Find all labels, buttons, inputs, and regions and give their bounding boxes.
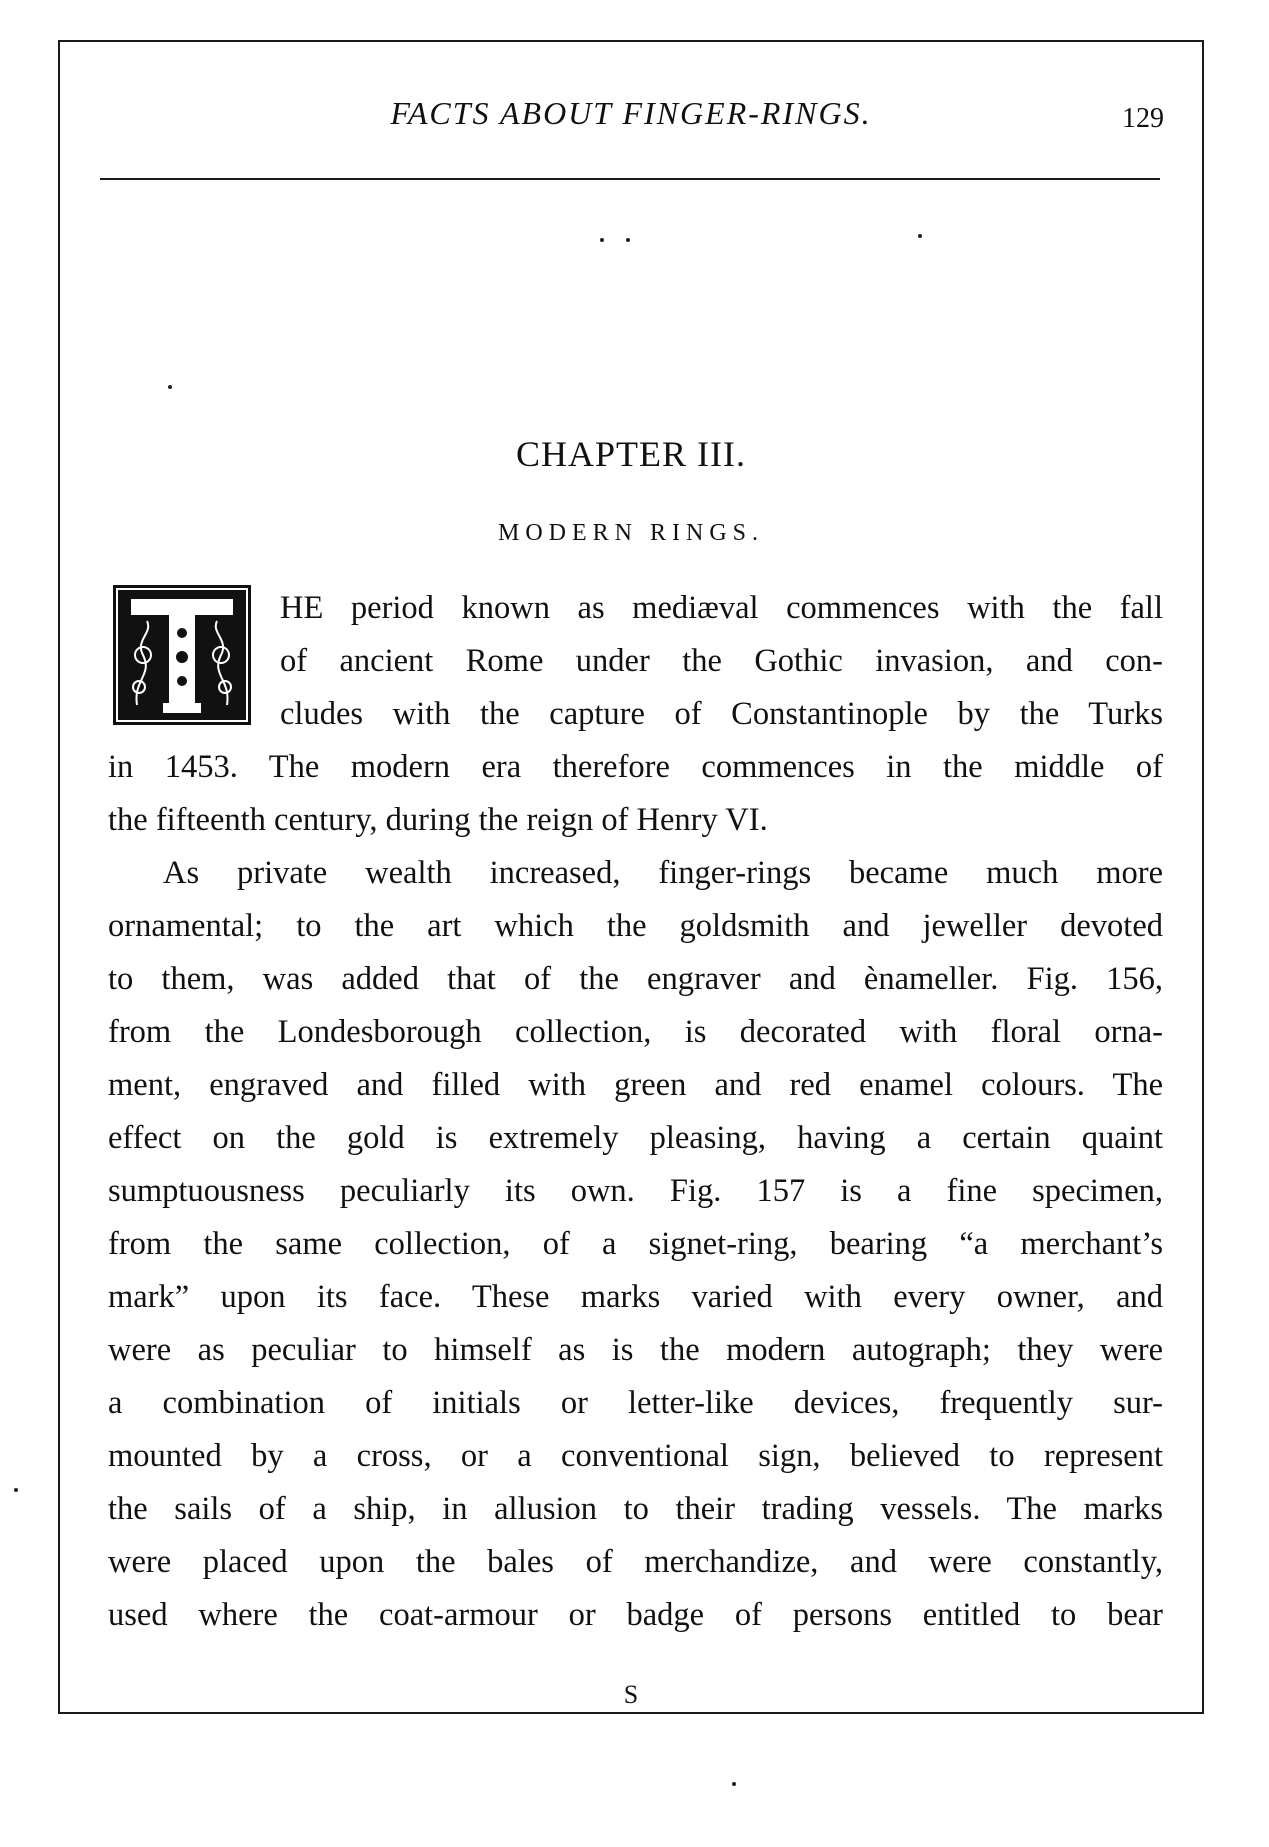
text-line: cludes with the capture of Constantinople by the Turks — [280, 696, 1163, 732]
text-line: from the Londesborough collection, is decorated with floral orna- — [108, 1014, 1163, 1050]
text-line: were as peculiar to himself as is the modern autograph; they were — [108, 1332, 1163, 1368]
header-rule — [100, 178, 1160, 180]
page-number: 129 — [1122, 103, 1164, 134]
ornamental-initial-t-icon — [113, 585, 251, 725]
running-title: FACTS ABOUT FINGER-RINGS. — [390, 95, 872, 131]
text-line: sumptuousness peculiarly its own. Fig. 157 is a fine specimen, — [108, 1173, 1163, 1209]
text-line: from the same collection, of a signet-ring, bearing “a merchant’s — [108, 1226, 1163, 1262]
print-speck — [600, 238, 604, 242]
chapter-subtitle: MODERN RINGS. — [497, 520, 764, 546]
text-line: were placed upon the bales of merchandize, and were constantly, — [108, 1544, 1163, 1580]
text-line: HE period known as mediæval commences with the fall — [280, 590, 1163, 626]
print-speck — [168, 385, 172, 389]
text-line: effect on the gold is extremely pleasing, having a certain quaint — [108, 1120, 1163, 1156]
print-speck — [732, 1782, 736, 1786]
text-line: the sails of a ship, in allusion to their trading vessels. The marks — [108, 1491, 1163, 1527]
text-line: As private wealth increased, finger-rings became much more — [163, 855, 1163, 891]
print-speck — [918, 234, 922, 238]
print-speck — [626, 238, 630, 242]
text-line: the fifteenth century, during the reign of Henry VI. — [108, 802, 768, 838]
text-line: ornamental; to the art which the goldsmith and jeweller devoted — [108, 908, 1163, 944]
chapter-title: CHAPTER III. — [516, 434, 746, 474]
text-line: mark” upon its face. These marks varied with every owner, and — [108, 1279, 1163, 1315]
text-line: to them, was added that of the engraver and ènameller. Fig. 156, — [108, 961, 1163, 997]
signature-mark: S — [623, 1680, 639, 1709]
print-speck — [14, 1488, 18, 1492]
text-line: used where the coat-armour or badge of persons entitled to bear — [108, 1597, 1163, 1633]
text-line: mounted by a cross, or a conventional sign, believed to represent — [108, 1438, 1163, 1474]
text-line: in 1453. The modern era therefore commences in the middle of — [108, 749, 1163, 785]
text-line: a combination of initials or letter-like devices, frequently sur- — [108, 1385, 1163, 1421]
text-line: ment, engraved and filled with green and red enamel colours. The — [108, 1067, 1163, 1103]
running-head — [58, 95, 1204, 145]
text-line: of ancient Rome under the Gothic invasion, and con- — [280, 643, 1163, 679]
